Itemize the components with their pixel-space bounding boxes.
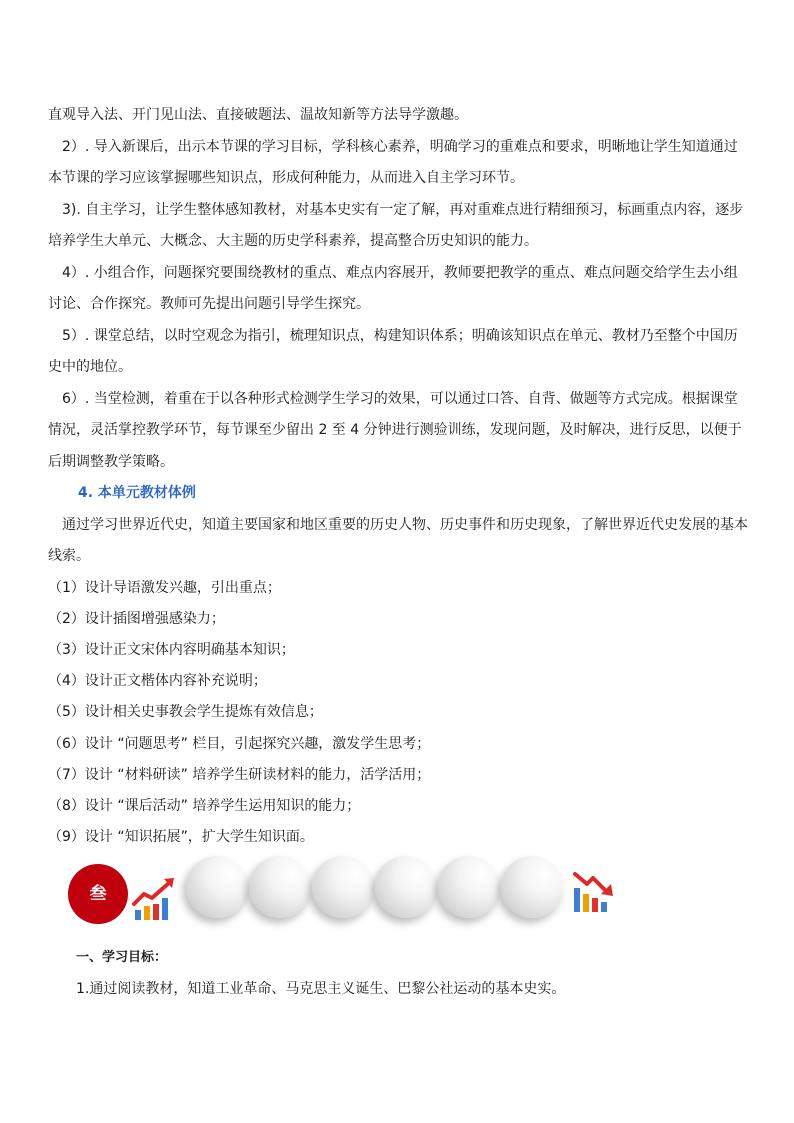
falling-chart-icon (571, 868, 617, 914)
list-item: （6）设计 “问题思考” 栏目，引起探究兴趣，激发学生思考； (48, 735, 431, 752)
section-heading-4: 4. 本单元教材体例 (78, 485, 196, 501)
paragraph-step-5: 5）. 课堂总结，以时空观念为指引，梳理知识点，构建知识体系；明确该知识点在单元、教材乃至整个中国历史中的地位。 (48, 327, 738, 375)
learning-goals-title: 一、学习目标： (76, 950, 168, 965)
learning-goal-1: 1.通过阅读教材，知道工业革命、马克思主义诞生、巴黎公社运动的基本史实。 (76, 981, 566, 997)
paragraph-step-4: 4）. 小组合作，问题探究要围绕教材的重点、难点内容展开，教师要把教学的重点、难点问题交给学生去小组讨论、合作探究。教师可先提出问题引导学生探究。 (48, 264, 738, 312)
paragraph-step-2: 2）. 导入新课后，出示本节课的学习目标，学科核心素养，明确学习的重难点和要求，明晰地让学生知道通过本节课的学习应该掌握哪些知识点，形成何种能力，从而进入自主学习环节。 (48, 138, 738, 186)
decorative-circle (312, 856, 374, 918)
decorative-circle (501, 856, 563, 918)
paragraph-step-3: 3). 自主学习，让学生整体感知教材，对基本史实有一定了解，再对重难点进行精细预习，标画重点内容，逐步培养学生大单元、大概念、大主题的历史学科素养，提高整合历史知识的能力。 (48, 201, 744, 249)
decorative-circle (186, 856, 248, 918)
list-item: （3）设计正文宋体内容明确基本知识； (48, 641, 295, 658)
design-list (48, 573, 748, 854)
list-item: （8）设计 “课后活动” 培养学生运用知识的能力； (48, 797, 361, 814)
section-banner (68, 856, 628, 936)
list-item: （1）设计导语激发兴趣，引出重点； (48, 579, 281, 596)
decorative-circle (249, 856, 311, 918)
section-number-badge: 叁 (68, 864, 128, 924)
body-text (48, 100, 748, 853)
decorative-circle (438, 856, 500, 918)
rising-chart-icon (132, 876, 178, 922)
decorative-circle (375, 856, 437, 918)
list-item: （7）设计 “材料研读” 培养学生研读材料的能力，活学活用； (48, 766, 431, 783)
list-item: （5）设计相关史事教会学生提炼有效信息； (48, 704, 323, 721)
list-item: （2）设计插图增强感染力； (48, 610, 225, 627)
list-item: （9）设计 “知识拓展”，扩大学生知识面。 (48, 829, 314, 846)
list-item: （4）设计正文楷体内容补充说明； (48, 673, 267, 690)
paragraph-intro-methods: 直观导入法、开门见山法、直接破题法、温故知新等方法导学激趣。 (48, 107, 468, 123)
paragraph-step-6: 6）. 当堂检测，着重在于以各种形式检测学生学习的效果，可以通过口答、自背、做题等方式完成。根据课堂情况，灵活掌控教学环节，每节课至少留出 2 至 4 分钟进行测验训练，发现问题，及时解决，进行反思，以便于后期调整教学策略。 (48, 390, 742, 470)
section-4-intro: 通过学习世界近代史，知道主要国家和地区重要的历史人物、历史事件和历史现象，了解世界近代史发展的基本线索。 (48, 516, 748, 564)
